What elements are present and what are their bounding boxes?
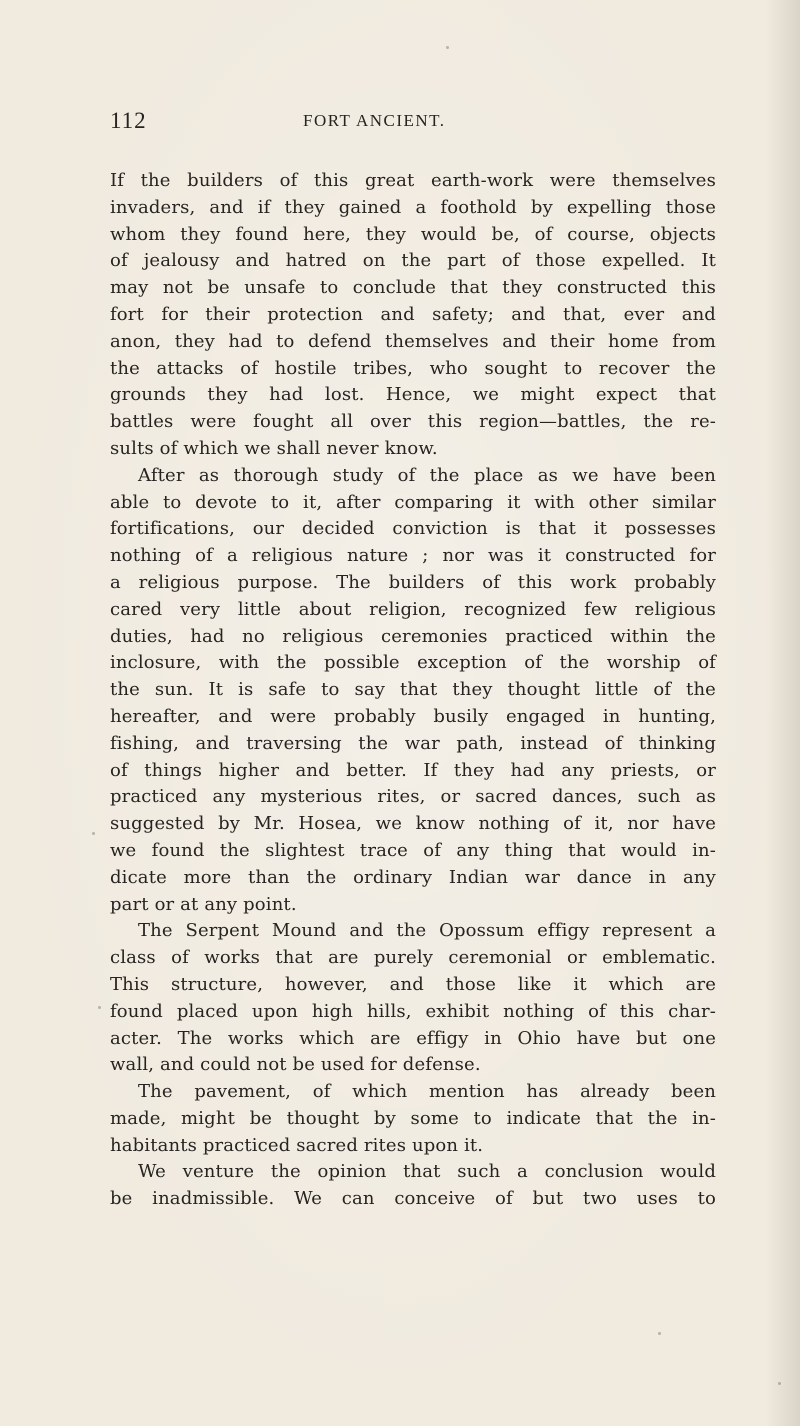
text-line: nothing of a religious nature ; nor was it constructed for [110, 545, 716, 567]
text-line: battles were fought all over this region—battles, the re- [110, 411, 716, 433]
text-line: whom they found here, they would be, of course, objects [110, 223, 716, 245]
text-line: may not be unsafe to conclude that they constructed this [110, 277, 716, 299]
text-line: the attacks of hostile tribes, who sought to recover the [110, 357, 716, 379]
text-line: This structure, however, and those like it which are [110, 973, 716, 995]
text-line: class of works that are purely ceremonial or emblematic. [110, 947, 716, 969]
text-line: of jealousy and hatred on the part of those expelled. It [110, 250, 716, 272]
paper-speck [92, 832, 95, 835]
text-line: sults of which we shall never know. [110, 437, 438, 459]
page-number: 112 [110, 108, 147, 133]
text-line: After as thorough study of the place as we have been [138, 464, 716, 486]
text-line: practiced any mysterious rites, or sacred dances, such as [110, 786, 716, 808]
running-title: FORT ANCIENT. [303, 111, 446, 130]
text-line: found placed upon high hills, exhibit nothing of this char- [110, 1000, 716, 1022]
text-line: fort for their protection and safety; and that, ever and [110, 303, 716, 325]
text-line: be inadmissible. We can conceive of but two uses to [110, 1188, 716, 1210]
text-line: fortifications, our decided conviction is that it possesses [110, 518, 716, 540]
text-line: We venture the opinion that such a conclusion would [138, 1161, 716, 1183]
paper-speck [98, 1006, 101, 1009]
text-line: able to devote to it, after comparing it with other similar [110, 491, 716, 513]
text-line: cared very little about religion, recognized few religious [110, 598, 716, 620]
text-line: grounds they had lost. Hence, we might expect that [110, 384, 716, 406]
text-line: a religious purpose. The builders of this work probably [110, 571, 716, 593]
text-line: suggested by Mr. Hosea, we know nothing of it, nor have [110, 813, 716, 835]
text-line: inclosure, with the possible exception of the worship of [110, 652, 716, 674]
text-line: The Serpent Mound and the Opossum effigy represent a [138, 920, 716, 942]
paper-speck [658, 1332, 661, 1335]
running-head [110, 108, 710, 138]
text-line: acter. The works which are effigy in Ohio have but one [110, 1027, 716, 1049]
text-line: duties, had no religious ceremonies practiced within the [110, 625, 716, 647]
text-line: fishing, and traversing the war path, instead of thinking [110, 732, 716, 754]
text-line: hereafter, and were probably busily engaged in hunting, [110, 705, 716, 727]
paper-speck [778, 1382, 781, 1385]
text-line: we found the slightest trace of any thing that would in- [110, 839, 716, 861]
text-line: If the builders of this great earth-work were themselves [110, 170, 716, 191]
text-line: wall, and could not be used for defense. [110, 1054, 481, 1076]
text-line: The pavement, of which mention has already been [138, 1081, 716, 1103]
text-line: the sun. It is safe to say that they thought little of the [110, 679, 716, 701]
text-line: part or at any point. [110, 893, 297, 915]
text-line: of things higher and better. If they had any priests, or [110, 759, 716, 781]
page-edge-shadow [766, 0, 800, 1426]
text-line: dicate more than the ordinary Indian war dance in any [110, 866, 716, 888]
text-line: habitants practiced sacred rites upon it. [110, 1134, 484, 1156]
paper-speck [446, 46, 449, 49]
text-line: made, might be thought by some to indicate that the in- [110, 1107, 716, 1129]
text-line: anon, they had to defend themselves and their home from [110, 330, 716, 352]
body-text [110, 168, 716, 1213]
text-line: invaders, and if they gained a foothold by expelling those [110, 196, 716, 218]
